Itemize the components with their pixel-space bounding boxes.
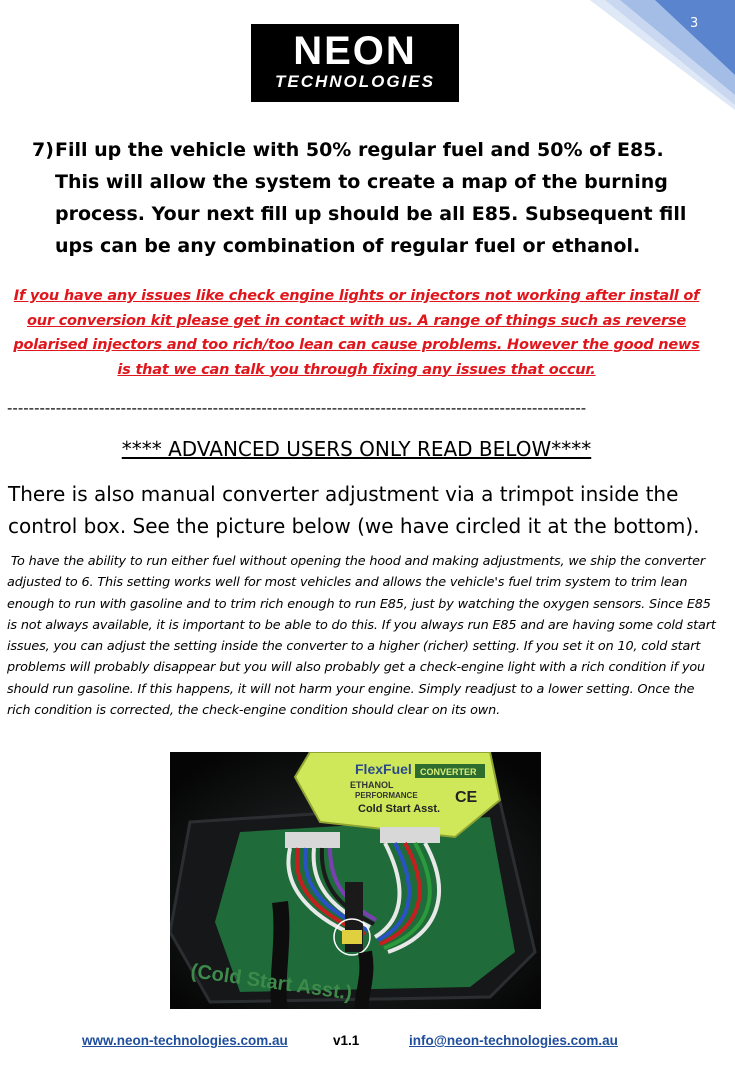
step-number: 7) (32, 139, 54, 161)
neon-technologies-logo (251, 24, 459, 102)
logo-main-text: NEON (293, 29, 417, 73)
converter-photo (170, 752, 541, 1009)
label-cold-start: Cold Start Asst. (358, 803, 441, 815)
label-performance: PERFORMANCE (355, 791, 418, 800)
manual-adjustment-paragraph: There is also manual converter adjustment via a trimpot inside the control box. See the picture below (we have circled it at the bottom). (8, 482, 700, 538)
support-warning: If you have any issues like check engine lights or injectors not working after install of our conversion kit please get in contact with us. A range of things such as reverse polarised injectors and too rich/too lean can cause problems. However the good news is that we can talk you through fixing any issues that occur. (13, 288, 700, 378)
footer-email-link[interactable]: info@neon-technologies.com.au (409, 1033, 618, 1048)
label-converter: CONVERTER (420, 767, 477, 777)
photo-bottom-label: (Cold Start Asst.) (189, 960, 354, 1005)
converter-details-text: To have the ability to run either fuel without opening the hood and making adjustments, we ship the converter adjusted to 6. This setting works well for most vehicles and allows the vehicle's fuel trim system to trim lean enough to run with gasoline and to trim rich enough to run E85, just by watching the oxygen sensors. Since E85 is not always available, it is important to be able to do this. If you always run E85 and are having some cold start issues, you can adjust the setting inside the converter to a higher (richer) setting. If you set it on 10, cold start problems will probably disappear but you will also probably get a check-engine light with a rich condition if you should run gasoline. If this happens, it will not harm your engine. Simply readjust to a lower setting. Once the rich condition is corrected, the check-engine condition should clear on its own. (7, 554, 716, 719)
label-ethanol: ETHANOL (350, 780, 394, 790)
converter-details-paragraph (7, 551, 719, 721)
label-flexfuel: FlexFuel (355, 761, 412, 777)
advanced-users-heading (0, 437, 713, 461)
logo-sub-text: TECHNOLOGIES (274, 72, 435, 91)
label-ce-mark: CE (455, 789, 478, 806)
step-7 (32, 134, 712, 262)
footer-version: v1.1 (333, 1033, 360, 1048)
converter-photo-illustration (170, 752, 541, 1009)
advanced-users-heading-text: **** ADVANCED USERS ONLY READ BELOW**** (121, 437, 592, 461)
corner-decoration (575, 0, 735, 110)
step-text: Fill up the vehicle with 50% regular fuel and 50% of E85. This will allow the system to create a map of the burning process. Your next fill up should be all E85. Subsequent fill ups can be any combination of regular fuel or ethanol. (55, 139, 687, 257)
dashed-divider: ----------------------------------------------------------------------------------------------------------- (7, 399, 587, 417)
page-number: 3 (690, 16, 699, 31)
footer-website-link[interactable]: www.neon-technologies.com.au (82, 1033, 288, 1048)
